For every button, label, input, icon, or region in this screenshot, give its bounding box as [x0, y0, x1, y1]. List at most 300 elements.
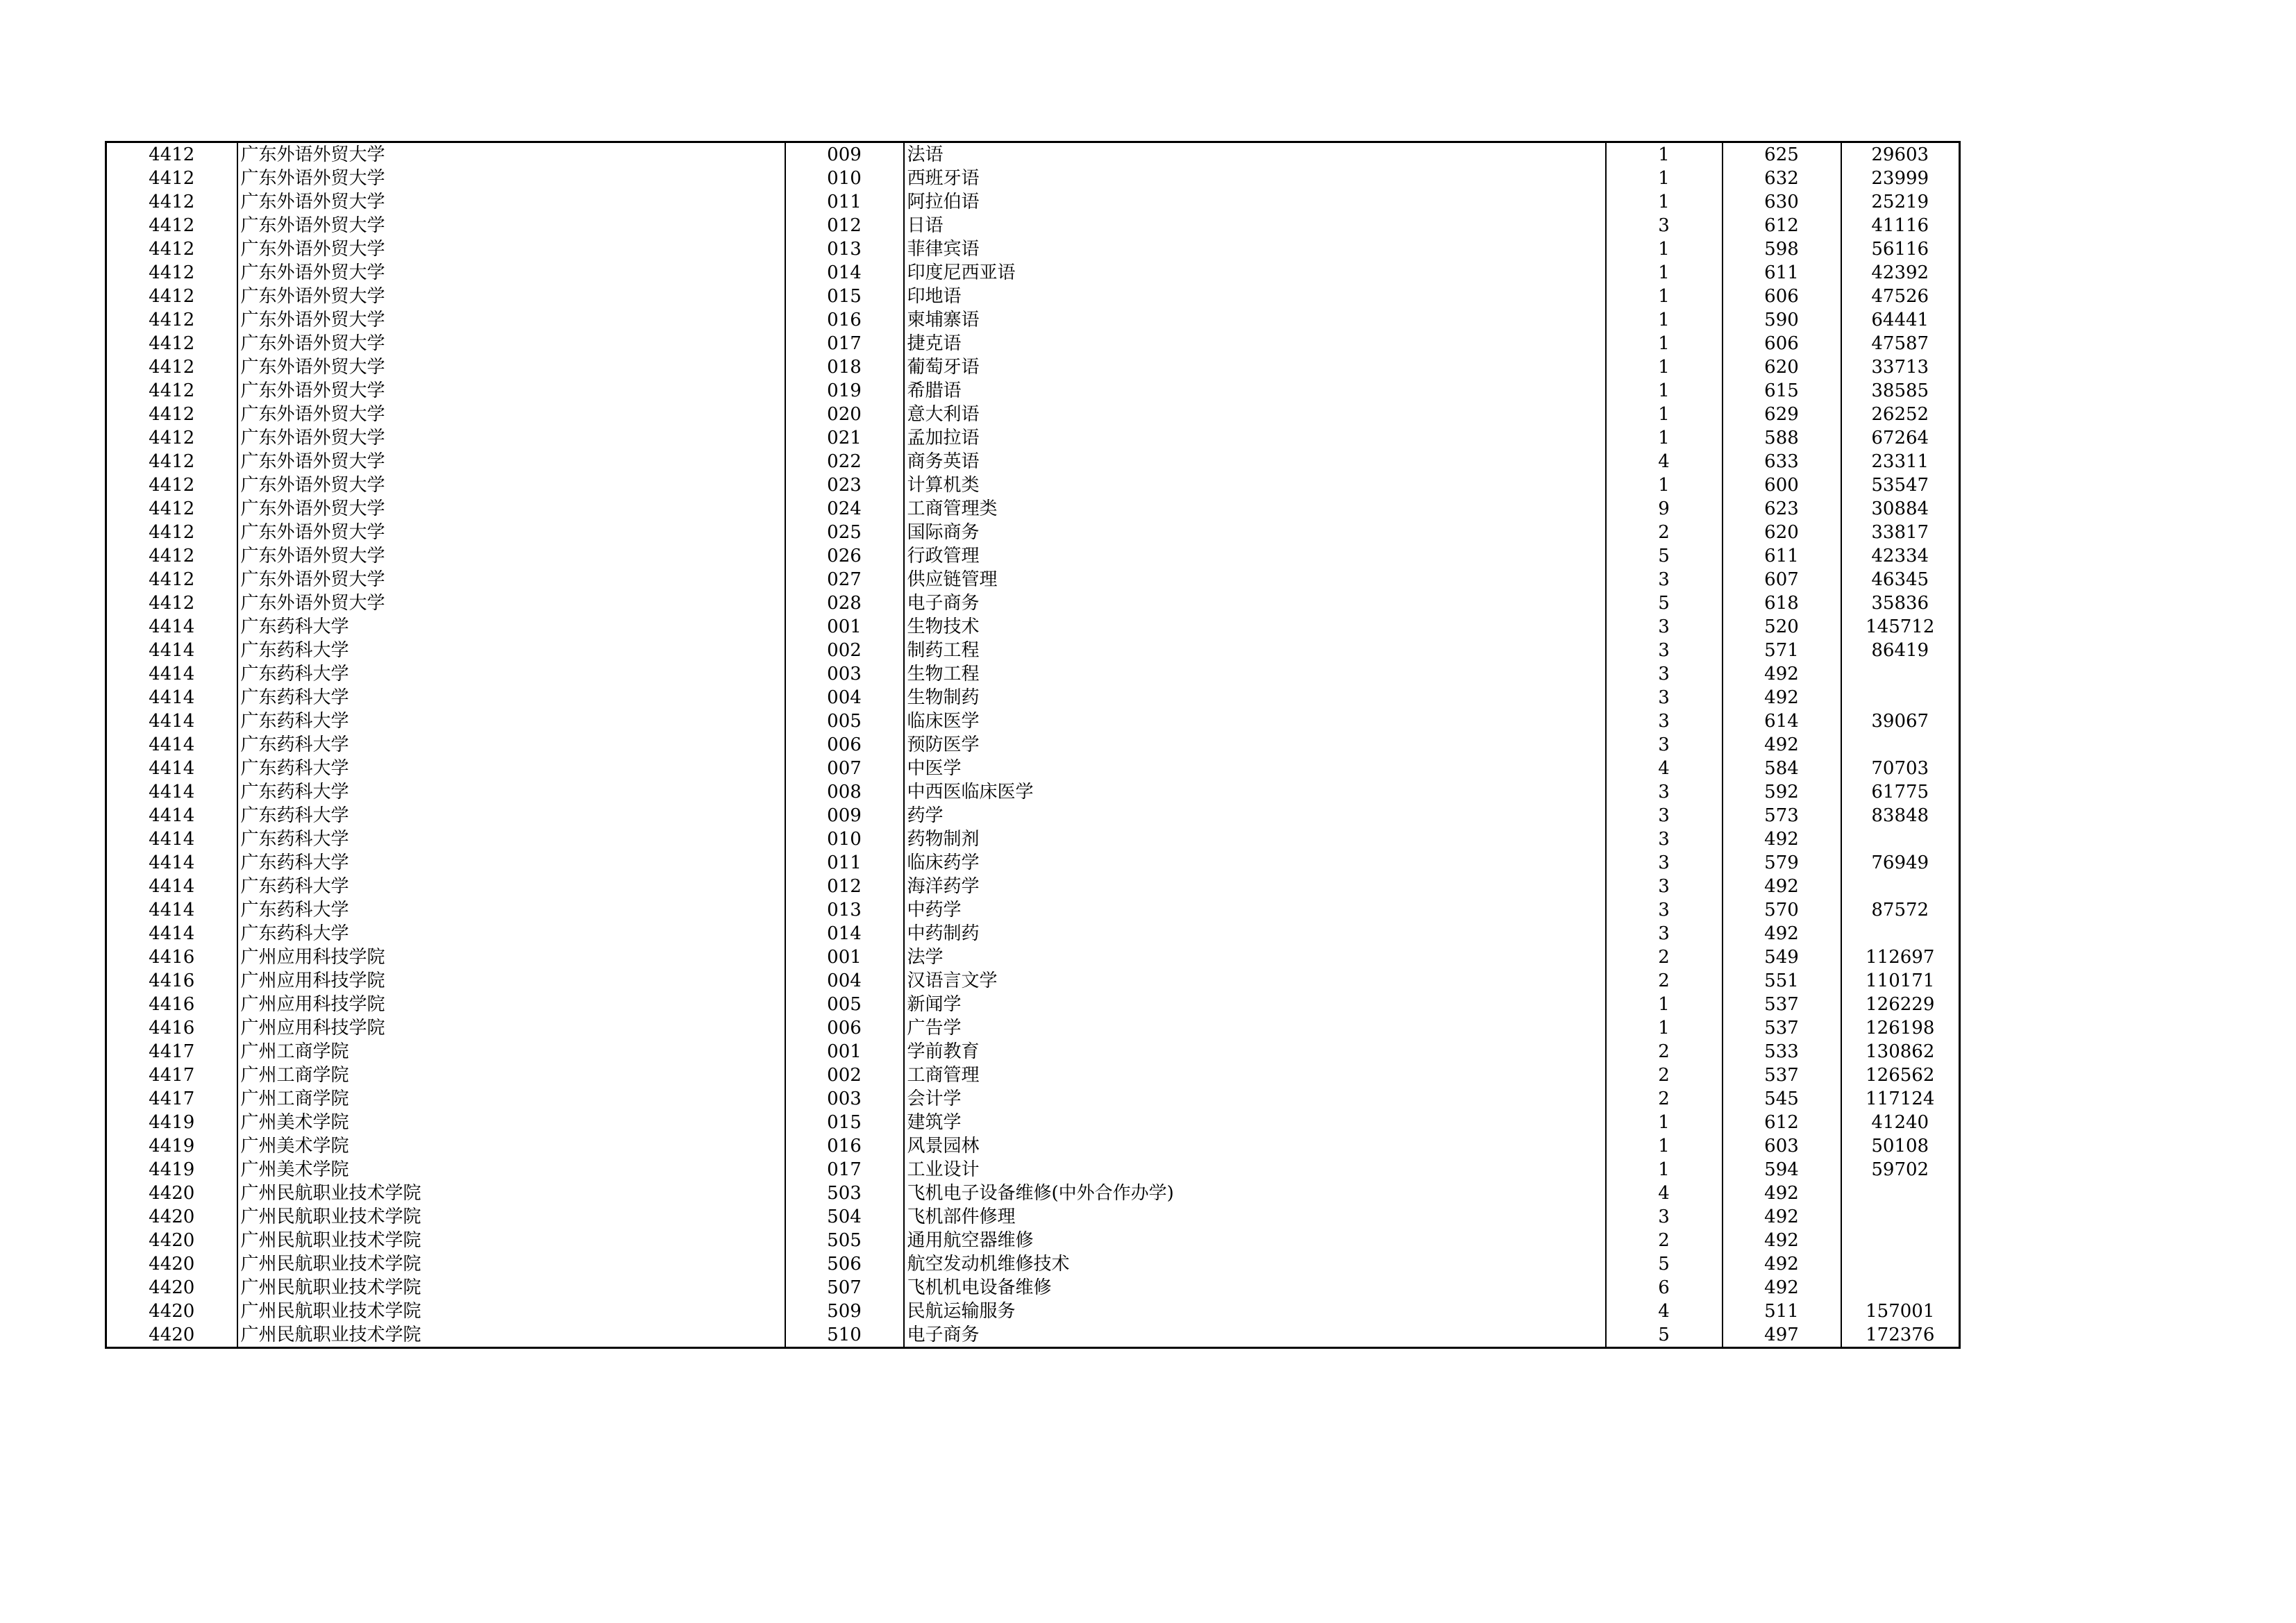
college-code-cell: 4414: [106, 827, 237, 851]
major-name-cell: 捷克语: [904, 332, 1606, 355]
major-name-cell: 中药学: [904, 898, 1606, 922]
plan-count-cell: 3: [1606, 568, 1723, 591]
college-name-cell: 广东外语外贸大学: [237, 332, 785, 355]
college-code-cell: 4414: [106, 898, 237, 922]
college-name-cell: 广东药科大学: [237, 757, 785, 780]
college-code-cell: 4412: [106, 237, 237, 261]
table-row: [106, 308, 1960, 332]
major-name-cell: 电子商务: [904, 1323, 1606, 1348]
college-code-cell: 4412: [106, 497, 237, 521]
table-row: [106, 945, 1960, 969]
college-code-cell: 4420: [106, 1181, 237, 1205]
major-name-cell: 西班牙语: [904, 167, 1606, 190]
min-rank-cell: 25219: [1841, 190, 1960, 214]
major-name-cell: 中药制药: [904, 922, 1606, 945]
min-score-cell: 612: [1723, 1111, 1841, 1134]
plan-count-cell: 5: [1606, 1252, 1723, 1276]
major-name-cell: 飞机部件修理: [904, 1205, 1606, 1229]
college-code-cell: 4414: [106, 804, 237, 827]
college-code-cell: 4420: [106, 1205, 237, 1229]
min-score-cell: 545: [1723, 1087, 1841, 1111]
college-name-cell: 广州民航职业技术学院: [237, 1276, 785, 1300]
college-code-cell: 4420: [106, 1229, 237, 1252]
table-row: [106, 875, 1960, 898]
major-name-cell: 孟加拉语: [904, 426, 1606, 450]
table-row: [106, 355, 1960, 379]
table-row: [106, 1087, 1960, 1111]
major-code-cell: 012: [785, 214, 904, 237]
min-score-cell: 630: [1723, 190, 1841, 214]
table-row: [106, 686, 1960, 709]
table-row: [106, 261, 1960, 285]
major-name-cell: 国际商务: [904, 521, 1606, 544]
college-code-cell: 4412: [106, 403, 237, 426]
min-score-cell: 606: [1723, 285, 1841, 308]
college-name-cell: 广东药科大学: [237, 639, 785, 662]
table-row: [106, 1016, 1960, 1040]
min-score-cell: 492: [1723, 1205, 1841, 1229]
min-score-cell: 629: [1723, 403, 1841, 426]
min-rank-cell: [1841, 662, 1960, 686]
major-code-cell: 006: [785, 1016, 904, 1040]
college-name-cell: 广东药科大学: [237, 827, 785, 851]
min-score-cell: 492: [1723, 1181, 1841, 1205]
min-score-cell: 511: [1723, 1300, 1841, 1323]
college-name-cell: 广东外语外贸大学: [237, 521, 785, 544]
min-rank-cell: 23999: [1841, 167, 1960, 190]
major-code-cell: 018: [785, 355, 904, 379]
table-body: [106, 142, 1960, 1348]
plan-count-cell: 5: [1606, 1323, 1723, 1348]
major-code-cell: 007: [785, 757, 904, 780]
table-row: [106, 1276, 1960, 1300]
major-code-cell: 017: [785, 1158, 904, 1181]
min-score-cell: 571: [1723, 639, 1841, 662]
table-row: [106, 214, 1960, 237]
min-score-cell: 537: [1723, 1063, 1841, 1087]
college-name-cell: 广东外语外贸大学: [237, 497, 785, 521]
college-code-cell: 4414: [106, 639, 237, 662]
min-score-cell: 612: [1723, 214, 1841, 237]
plan-count-cell: 3: [1606, 898, 1723, 922]
min-rank-cell: 76949: [1841, 851, 1960, 875]
college-code-cell: 4412: [106, 142, 237, 167]
plan-count-cell: 1: [1606, 403, 1723, 426]
college-name-cell: 广东外语外贸大学: [237, 285, 785, 308]
college-name-cell: 广东药科大学: [237, 804, 785, 827]
major-code-cell: 010: [785, 167, 904, 190]
major-name-cell: 广告学: [904, 1016, 1606, 1040]
table-row: [106, 237, 1960, 261]
table-row: [106, 898, 1960, 922]
major-code-cell: 009: [785, 142, 904, 167]
college-name-cell: 广州工商学院: [237, 1087, 785, 1111]
major-name-cell: 工商管理类: [904, 497, 1606, 521]
college-name-cell: 广东外语外贸大学: [237, 355, 785, 379]
major-name-cell: 学前教育: [904, 1040, 1606, 1063]
min-score-cell: 520: [1723, 615, 1841, 639]
table-row: [106, 780, 1960, 804]
major-code-cell: 003: [785, 662, 904, 686]
college-name-cell: 广东外语外贸大学: [237, 237, 785, 261]
plan-count-cell: 3: [1606, 875, 1723, 898]
min-score-cell: 620: [1723, 521, 1841, 544]
min-score-cell: 573: [1723, 804, 1841, 827]
college-name-cell: 广州民航职业技术学院: [237, 1229, 785, 1252]
college-name-cell: 广东外语外贸大学: [237, 261, 785, 285]
major-code-cell: 507: [785, 1276, 904, 1300]
min-rank-cell: 126229: [1841, 993, 1960, 1016]
min-score-cell: 603: [1723, 1134, 1841, 1158]
college-code-cell: 4414: [106, 851, 237, 875]
major-code-cell: 005: [785, 709, 904, 733]
plan-count-cell: 3: [1606, 1205, 1723, 1229]
plan-count-cell: 1: [1606, 355, 1723, 379]
college-name-cell: 广东外语外贸大学: [237, 214, 785, 237]
major-name-cell: 药物制剂: [904, 827, 1606, 851]
min-score-cell: 584: [1723, 757, 1841, 780]
plan-count-cell: 1: [1606, 1158, 1723, 1181]
major-name-cell: 印度尼西亚语: [904, 261, 1606, 285]
major-name-cell: 会计学: [904, 1087, 1606, 1111]
min-rank-cell: 29603: [1841, 142, 1960, 167]
min-score-cell: 492: [1723, 922, 1841, 945]
major-name-cell: 法语: [904, 142, 1606, 167]
min-score-cell: 632: [1723, 167, 1841, 190]
min-rank-cell: 26252: [1841, 403, 1960, 426]
min-score-cell: 614: [1723, 709, 1841, 733]
plan-count-cell: 1: [1606, 237, 1723, 261]
min-rank-cell: 126562: [1841, 1063, 1960, 1087]
major-name-cell: 工业设计: [904, 1158, 1606, 1181]
table-row: [106, 1063, 1960, 1087]
min-rank-cell: 112697: [1841, 945, 1960, 969]
major-code-cell: 013: [785, 898, 904, 922]
college-name-cell: 广州应用科技学院: [237, 993, 785, 1016]
table-row: [106, 544, 1960, 568]
major-code-cell: 004: [785, 969, 904, 993]
major-name-cell: 药学: [904, 804, 1606, 827]
table-row: [106, 497, 1960, 521]
major-name-cell: 制药工程: [904, 639, 1606, 662]
min-rank-cell: 126198: [1841, 1016, 1960, 1040]
table-row: [106, 332, 1960, 355]
min-rank-cell: 46345: [1841, 568, 1960, 591]
min-score-cell: 618: [1723, 591, 1841, 615]
major-name-cell: 海洋药学: [904, 875, 1606, 898]
min-rank-cell: 110171: [1841, 969, 1960, 993]
min-rank-cell: 87572: [1841, 898, 1960, 922]
major-name-cell: 商务英语: [904, 450, 1606, 473]
plan-count-cell: 1: [1606, 426, 1723, 450]
plan-count-cell: 1: [1606, 473, 1723, 497]
college-name-cell: 广东药科大学: [237, 709, 785, 733]
table-row: [106, 1158, 1960, 1181]
major-code-cell: 009: [785, 804, 904, 827]
table-row: [106, 379, 1960, 403]
college-name-cell: 广东外语外贸大学: [237, 167, 785, 190]
major-name-cell: 民航运输服务: [904, 1300, 1606, 1323]
college-name-cell: 广州美术学院: [237, 1158, 785, 1181]
college-name-cell: 广州民航职业技术学院: [237, 1323, 785, 1348]
plan-count-cell: 4: [1606, 1300, 1723, 1323]
min-rank-cell: 70703: [1841, 757, 1960, 780]
plan-count-cell: 4: [1606, 450, 1723, 473]
college-name-cell: 广东药科大学: [237, 615, 785, 639]
table-row: [106, 1300, 1960, 1323]
major-code-cell: 014: [785, 922, 904, 945]
table-row: [106, 403, 1960, 426]
plan-count-cell: 3: [1606, 851, 1723, 875]
major-code-cell: 017: [785, 332, 904, 355]
major-name-cell: 希腊语: [904, 379, 1606, 403]
major-code-cell: 003: [785, 1087, 904, 1111]
major-name-cell: 航空发动机维修技术: [904, 1252, 1606, 1276]
min-score-cell: 492: [1723, 686, 1841, 709]
plan-count-cell: 3: [1606, 709, 1723, 733]
table-row: [106, 709, 1960, 733]
major-code-cell: 011: [785, 851, 904, 875]
college-code-cell: 4412: [106, 214, 237, 237]
major-code-cell: 014: [785, 261, 904, 285]
major-name-cell: 印地语: [904, 285, 1606, 308]
college-code-cell: 4414: [106, 662, 237, 686]
min-rank-cell: 42334: [1841, 544, 1960, 568]
min-score-cell: 607: [1723, 568, 1841, 591]
min-rank-cell: [1841, 1181, 1960, 1205]
plan-count-cell: 2: [1606, 521, 1723, 544]
college-name-cell: 广州应用科技学院: [237, 1016, 785, 1040]
college-code-cell: 4412: [106, 332, 237, 355]
major-name-cell: 葡萄牙语: [904, 355, 1606, 379]
table-row: [106, 450, 1960, 473]
college-name-cell: 广州应用科技学院: [237, 969, 785, 993]
plan-count-cell: 3: [1606, 922, 1723, 945]
min-rank-cell: 38585: [1841, 379, 1960, 403]
college-name-cell: 广州民航职业技术学院: [237, 1300, 785, 1323]
major-code-cell: 015: [785, 1111, 904, 1134]
major-name-cell: 建筑学: [904, 1111, 1606, 1134]
major-name-cell: 计算机类: [904, 473, 1606, 497]
plan-count-cell: 1: [1606, 1111, 1723, 1134]
college-code-cell: 4412: [106, 544, 237, 568]
college-code-cell: 4412: [106, 355, 237, 379]
major-name-cell: 中医学: [904, 757, 1606, 780]
min-score-cell: 611: [1723, 544, 1841, 568]
table-row: [106, 1134, 1960, 1158]
min-rank-cell: [1841, 1229, 1960, 1252]
college-code-cell: 4420: [106, 1323, 237, 1348]
major-code-cell: 010: [785, 827, 904, 851]
min-score-cell: 611: [1723, 261, 1841, 285]
plan-count-cell: 1: [1606, 190, 1723, 214]
plan-count-cell: 3: [1606, 733, 1723, 757]
plan-count-cell: 9: [1606, 497, 1723, 521]
major-name-cell: 临床医学: [904, 709, 1606, 733]
college-name-cell: 广东外语外贸大学: [237, 426, 785, 450]
plan-count-cell: 1: [1606, 1016, 1723, 1040]
min-rank-cell: 83848: [1841, 804, 1960, 827]
college-name-cell: 广东药科大学: [237, 733, 785, 757]
major-code-cell: 027: [785, 568, 904, 591]
major-name-cell: 预防医学: [904, 733, 1606, 757]
college-name-cell: 广东外语外贸大学: [237, 190, 785, 214]
college-code-cell: 4416: [106, 993, 237, 1016]
college-name-cell: 广州美术学院: [237, 1134, 785, 1158]
college-code-cell: 4420: [106, 1252, 237, 1276]
major-code-cell: 002: [785, 639, 904, 662]
major-name-cell: 汉语言文学: [904, 969, 1606, 993]
min-score-cell: 492: [1723, 1252, 1841, 1276]
college-name-cell: 广东外语外贸大学: [237, 403, 785, 426]
major-name-cell: 飞机机电设备维修: [904, 1276, 1606, 1300]
plan-count-cell: 3: [1606, 615, 1723, 639]
major-code-cell: 011: [785, 190, 904, 214]
major-code-cell: 022: [785, 450, 904, 473]
min-score-cell: 620: [1723, 355, 1841, 379]
table-row: [106, 757, 1960, 780]
table-row: [106, 1252, 1960, 1276]
min-score-cell: 598: [1723, 237, 1841, 261]
college-name-cell: 广东药科大学: [237, 922, 785, 945]
min-rank-cell: 59702: [1841, 1158, 1960, 1181]
min-rank-cell: [1841, 686, 1960, 709]
major-code-cell: 024: [785, 497, 904, 521]
college-code-cell: 4412: [106, 379, 237, 403]
college-code-cell: 4412: [106, 285, 237, 308]
min-rank-cell: 39067: [1841, 709, 1960, 733]
min-rank-cell: 86419: [1841, 639, 1960, 662]
min-score-cell: 492: [1723, 827, 1841, 851]
major-code-cell: 509: [785, 1300, 904, 1323]
major-name-cell: 法学: [904, 945, 1606, 969]
college-name-cell: 广东外语外贸大学: [237, 591, 785, 615]
major-code-cell: 504: [785, 1205, 904, 1229]
college-code-cell: 4412: [106, 591, 237, 615]
plan-count-cell: 1: [1606, 379, 1723, 403]
min-rank-cell: 172376: [1841, 1323, 1960, 1348]
plan-count-cell: 2: [1606, 969, 1723, 993]
min-score-cell: 615: [1723, 379, 1841, 403]
plan-count-cell: 1: [1606, 285, 1723, 308]
college-code-cell: 4414: [106, 733, 237, 757]
college-code-cell: 4412: [106, 450, 237, 473]
major-code-cell: 503: [785, 1181, 904, 1205]
major-code-cell: 016: [785, 1134, 904, 1158]
table-row: [106, 851, 1960, 875]
min-rank-cell: [1841, 1252, 1960, 1276]
admission-score-table: [105, 141, 1961, 1349]
major-code-cell: 026: [785, 544, 904, 568]
major-code-cell: 004: [785, 686, 904, 709]
plan-count-cell: 3: [1606, 214, 1723, 237]
min-score-cell: 549: [1723, 945, 1841, 969]
min-rank-cell: 145712: [1841, 615, 1960, 639]
major-name-cell: 意大利语: [904, 403, 1606, 426]
plan-count-cell: 6: [1606, 1276, 1723, 1300]
major-code-cell: 013: [785, 237, 904, 261]
major-code-cell: 505: [785, 1229, 904, 1252]
min-rank-cell: 30884: [1841, 497, 1960, 521]
college-code-cell: 4416: [106, 945, 237, 969]
min-rank-cell: 33817: [1841, 521, 1960, 544]
college-code-cell: 4420: [106, 1300, 237, 1323]
table-row: [106, 969, 1960, 993]
plan-count-cell: 1: [1606, 308, 1723, 332]
table-row: [106, 662, 1960, 686]
college-name-cell: 广东外语外贸大学: [237, 568, 785, 591]
college-name-cell: 广东药科大学: [237, 875, 785, 898]
major-name-cell: 风景园林: [904, 1134, 1606, 1158]
min-score-cell: 492: [1723, 1229, 1841, 1252]
major-code-cell: 001: [785, 945, 904, 969]
min-score-cell: 625: [1723, 142, 1841, 167]
min-rank-cell: 23311: [1841, 450, 1960, 473]
table-row: [106, 639, 1960, 662]
college-code-cell: 4412: [106, 167, 237, 190]
plan-count-cell: 5: [1606, 591, 1723, 615]
min-rank-cell: 53547: [1841, 473, 1960, 497]
major-code-cell: 012: [785, 875, 904, 898]
min-rank-cell: 117124: [1841, 1087, 1960, 1111]
major-name-cell: 生物工程: [904, 662, 1606, 686]
college-code-cell: 4414: [106, 922, 237, 945]
min-score-cell: 588: [1723, 426, 1841, 450]
plan-count-cell: 3: [1606, 804, 1723, 827]
min-score-cell: 592: [1723, 780, 1841, 804]
plan-count-cell: 1: [1606, 1134, 1723, 1158]
min-rank-cell: 41116: [1841, 214, 1960, 237]
min-rank-cell: 64441: [1841, 308, 1960, 332]
plan-count-cell: 4: [1606, 757, 1723, 780]
table-row: [106, 167, 1960, 190]
table-row: [106, 1181, 1960, 1205]
college-code-cell: 4414: [106, 875, 237, 898]
college-code-cell: 4414: [106, 780, 237, 804]
college-name-cell: 广州民航职业技术学院: [237, 1181, 785, 1205]
college-name-cell: 广东外语外贸大学: [237, 473, 785, 497]
min-rank-cell: [1841, 827, 1960, 851]
table-row: [106, 190, 1960, 214]
college-code-cell: 4412: [106, 190, 237, 214]
major-code-cell: 002: [785, 1063, 904, 1087]
major-code-cell: 025: [785, 521, 904, 544]
min-rank-cell: 61775: [1841, 780, 1960, 804]
min-rank-cell: [1841, 1276, 1960, 1300]
min-score-cell: 600: [1723, 473, 1841, 497]
min-rank-cell: 67264: [1841, 426, 1960, 450]
plan-count-cell: 3: [1606, 827, 1723, 851]
major-code-cell: 021: [785, 426, 904, 450]
min-score-cell: 533: [1723, 1040, 1841, 1063]
college-name-cell: 广东外语外贸大学: [237, 142, 785, 167]
college-name-cell: 广州民航职业技术学院: [237, 1205, 785, 1229]
major-name-cell: 中西医临床医学: [904, 780, 1606, 804]
min-score-cell: 606: [1723, 332, 1841, 355]
college-name-cell: 广东药科大学: [237, 851, 785, 875]
min-score-cell: 492: [1723, 733, 1841, 757]
college-code-cell: 4412: [106, 473, 237, 497]
min-rank-cell: 42392: [1841, 261, 1960, 285]
major-name-cell: 临床药学: [904, 851, 1606, 875]
college-name-cell: 广东药科大学: [237, 686, 785, 709]
table-row: [106, 615, 1960, 639]
table-row: [106, 804, 1960, 827]
major-code-cell: 506: [785, 1252, 904, 1276]
plan-count-cell: 1: [1606, 167, 1723, 190]
college-code-cell: 4412: [106, 426, 237, 450]
table-row: [106, 426, 1960, 450]
